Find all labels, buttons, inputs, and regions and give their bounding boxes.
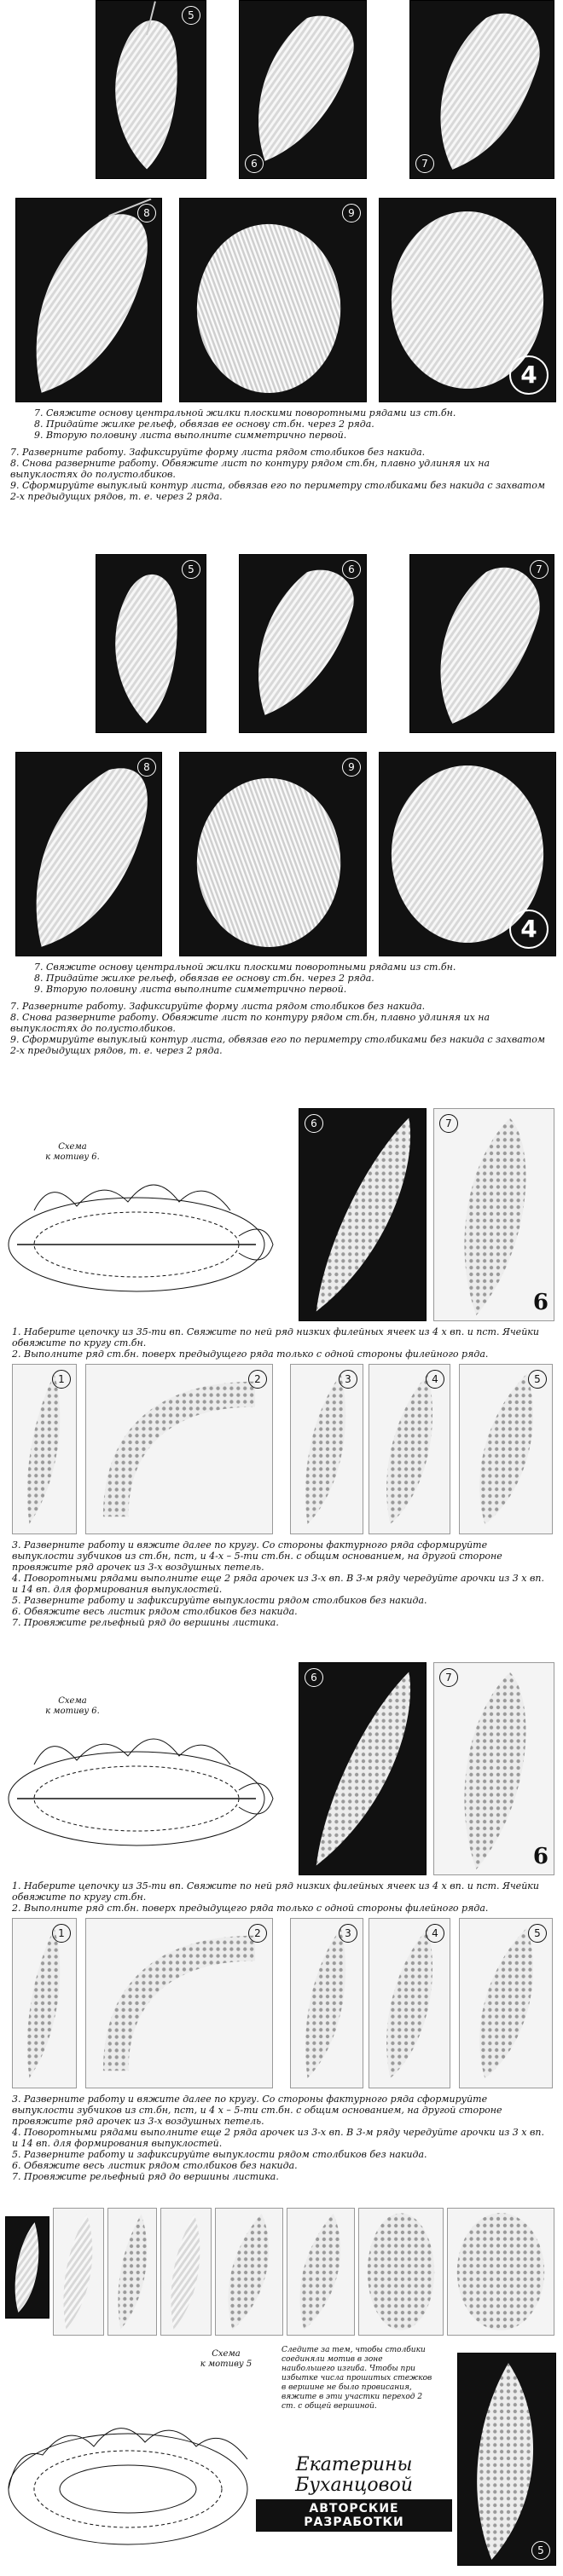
instruction-line: 5. Разверните работу и зафиксируйте выпуклости рядом столбиков без накида. bbox=[12, 2149, 427, 2160]
instructions-block bbox=[12, 2094, 549, 2182]
photo-step-1 bbox=[12, 1364, 77, 1534]
schema-label: Схема к мотиву 6. bbox=[45, 1142, 100, 1162]
photo-strip bbox=[160, 2208, 212, 2336]
instruction-line: 4. Поворотными рядами выполните еще 2 ряда арочек из 3-х вп. В 3-м ряду чередуйте арочки из 3 х вп. и 14 вп. для формирования выпуклостей. bbox=[12, 2127, 544, 2149]
photo-step-6 bbox=[299, 1662, 427, 1875]
photo-step-4 bbox=[369, 1364, 450, 1534]
instruction-line: 6. Обвяжите весь листик рядом столбиков без накида. bbox=[12, 2160, 298, 2171]
photo-finished-leaf bbox=[379, 198, 556, 402]
step-badge: 6 bbox=[305, 1668, 323, 1687]
photo-strip bbox=[215, 2208, 283, 2336]
step-badge: 5 bbox=[182, 560, 200, 579]
schema-label: Схема к мотиву 5 bbox=[200, 2349, 252, 2369]
photo-strip bbox=[358, 2208, 444, 2336]
step-badge: 3 bbox=[339, 1370, 357, 1389]
author-brand bbox=[256, 2455, 452, 2532]
instruction-line: 7. Разверните работу. Зафиксируйте форму листа рядом столбиков без накида. bbox=[10, 447, 426, 458]
step-badge: 9 bbox=[342, 758, 361, 777]
instructions-block bbox=[12, 1880, 549, 1914]
photo-step-8 bbox=[15, 752, 162, 956]
author-tagline: АВТОРСКИЕ РАЗРАБОТКИ bbox=[256, 2499, 452, 2532]
photo-strip bbox=[287, 2208, 355, 2336]
step-badge: 2 bbox=[248, 1370, 267, 1389]
photo-step-1 bbox=[12, 1918, 77, 2088]
step-badge: 6 bbox=[305, 1114, 323, 1133]
motif-number-badge: 6 bbox=[532, 1844, 548, 1869]
step-badge: 2 bbox=[248, 1924, 267, 1943]
step-badge: 4 bbox=[426, 1370, 444, 1389]
photo-step-7 bbox=[409, 554, 554, 733]
photo-step-5 bbox=[96, 0, 206, 179]
photo-step-4 bbox=[369, 1918, 450, 2088]
photo-step-6 bbox=[299, 1108, 427, 1321]
instruction-line: 7. Свяжите основу центральной жилки плоскими поворотными рядами из ст.бн. bbox=[34, 407, 456, 419]
step-badge: 8 bbox=[137, 204, 156, 222]
photo-step-2-3 bbox=[85, 1918, 273, 2088]
photo-finished-leaf bbox=[457, 2353, 556, 2566]
instruction-line: 2. Выполните ряд ст.бн. поверх предыдущего ряда только с одной стороны филейного ряда. bbox=[12, 1349, 489, 1360]
photo-strip bbox=[5, 2216, 49, 2319]
instruction-line: 1. Наберите цепочку из 35-ти вп. Свяжите по ней ряд низких филейных ячеек из 4 х вп. и пст. Ячейки обвяжите по кругу ст.бн. bbox=[12, 1880, 539, 1903]
photo-step-8 bbox=[15, 198, 162, 402]
instruction-line: 5. Разверните работу и зафиксируйте выпуклости рядом столбиков без накида. bbox=[12, 1595, 427, 1606]
photo-step-6 bbox=[239, 554, 367, 733]
step-badge: 7 bbox=[415, 154, 434, 173]
step-badge: 5 bbox=[182, 6, 200, 25]
instruction-line: 7. Разверните работу. Зафиксируйте форму листа рядом столбиков без накида. bbox=[10, 1001, 426, 1012]
instructions-block bbox=[10, 447, 548, 502]
photo-finished-leaf bbox=[379, 752, 556, 956]
instructions-block bbox=[12, 1326, 549, 1360]
author-signature: Екатерины Буханцовой bbox=[295, 2454, 413, 2496]
instruction-line: 3. Разверните работу и вяжите далее по кругу. Со стороны фактурного ряда сформируйте выпуклости зубчиков из ст.бн, пст, и 4 х – 5-ти ст.бн. с общим основанием, на другой стороне провяжите ряд арочек из 3-х воздушных петель. bbox=[12, 2094, 502, 2127]
instruction-line: 1. Наберите цепочку из 35-ти вп. Свяжите по ней ряд низких филейных ячеек из 4 х вп. и пст. Ячейки обвяжите по кругу ст.бн. bbox=[12, 1326, 539, 1349]
step-badge: 8 bbox=[137, 758, 156, 777]
step-badge: 7 bbox=[530, 560, 548, 579]
instruction-line: 7. Провяжите рельефный ряд до вершины листика. bbox=[12, 1617, 279, 1628]
step-badge: 6 bbox=[245, 154, 264, 173]
instructions-block bbox=[10, 1001, 548, 1056]
step-badge: 5 bbox=[528, 1924, 547, 1943]
instructions-block bbox=[34, 962, 546, 995]
photo-step-5 bbox=[459, 1918, 553, 2088]
instructions-block bbox=[34, 407, 546, 441]
crochet-schema-diagram bbox=[0, 1671, 290, 1867]
crochet-schema-diagram bbox=[0, 2344, 273, 2557]
photo-step-6 bbox=[239, 0, 367, 179]
photo-strip bbox=[107, 2208, 157, 2336]
photo-step-7 bbox=[433, 1662, 554, 1875]
instruction-line: 7. Провяжите рельефный ряд до вершины листика. bbox=[12, 2171, 279, 2182]
photo-step-3 bbox=[290, 1918, 363, 2088]
instruction-line: 9. Сформируйте выпуклый контур листа, обвязав его по периметру столбиками без накида с захватом 2-х предыдущих рядов, т. е. через 2 ряда. bbox=[10, 1034, 545, 1056]
step-badge: 1 bbox=[52, 1370, 71, 1389]
step-badge: 7 bbox=[439, 1668, 458, 1687]
instruction-line: 9. Вторую половину листа выполните симметрично первой. bbox=[34, 984, 347, 995]
motif-number-badge: 6 bbox=[532, 1290, 548, 1315]
instruction-line: 8. Снова разверните работу. Обвяжите лист по контуру рядом ст.бн, плавно удлиняя их на выпуклостях до полустолбиков. bbox=[10, 458, 490, 480]
photo-strip bbox=[447, 2208, 554, 2336]
instruction-line: 9. Сформируйте выпуклый контур листа, обвязав его по периметру столбиками без накида с захватом 2-х предыдущих рядов, т. е. через 2 ряда. bbox=[10, 480, 545, 502]
photo-step-9 bbox=[179, 752, 367, 956]
instruction-line: 6. Обвяжите весь листик рядом столбиков без накида. bbox=[12, 1606, 298, 1617]
photo-strip bbox=[53, 2208, 104, 2336]
photo-step-9 bbox=[179, 198, 367, 402]
photo-step-5 bbox=[96, 554, 206, 733]
motif-number-badge: 4 bbox=[509, 355, 548, 395]
instruction-line: 4. Поворотными рядами выполните еще 2 ряда арочек из 3-х вп. В 3-м ряду чередуйте арочки из 3 х вп. и 14 вп. для формирования выпуклостей. bbox=[12, 1573, 544, 1595]
step-badge: 6 bbox=[342, 560, 361, 579]
photo-step-7 bbox=[409, 0, 554, 179]
side-note: Следите за тем, чтобы столбики соединяли мотив в зоне наибольшего изгиба. Чтобы при избытке числа прошитых стежков в вершине не было провисания, вяжите в эти участки переход 2 ст. с общей вершиной. bbox=[282, 2346, 432, 2411]
photo-step-3 bbox=[290, 1364, 363, 1534]
step-badge: 7 bbox=[439, 1114, 458, 1133]
photo-step-7 bbox=[433, 1108, 554, 1321]
instruction-line: 7. Свяжите основу центральной жилки плоскими поворотными рядами из ст.бн. bbox=[34, 962, 456, 973]
step-badge: 1 bbox=[52, 1924, 71, 1943]
step-badge: 9 bbox=[342, 204, 361, 222]
photo-step-5 bbox=[459, 1364, 553, 1534]
photo-step-2-3 bbox=[85, 1364, 273, 1534]
instruction-line: 8. Придайте жилке рельеф, обвязав ее основу ст.бн. через 2 ряда. bbox=[34, 419, 374, 430]
instruction-line: 9. Вторую половину листа выполните симметрично первой. bbox=[34, 430, 347, 441]
instruction-line: 8. Придайте жилке рельеф, обвязав ее основу ст.бн. через 2 ряда. bbox=[34, 973, 374, 984]
instruction-line: 8. Снова разверните работу. Обвяжите лист по контуру рядом ст.бн, плавно удлиняя их на выпуклостях до полустолбиков. bbox=[10, 1012, 490, 1034]
schema-label: Схема к мотиву 6. bbox=[45, 1696, 100, 1716]
step-badge: 5 bbox=[528, 1370, 547, 1389]
step-badge: 3 bbox=[339, 1924, 357, 1943]
instructions-block bbox=[12, 1539, 549, 1628]
instruction-line: 3. Разверните работу и вяжите далее по кругу. Со стороны фактурного ряда сформируйте выпуклости зубчиков из ст.бн, пст, и 4-х – 5-ти ст.бн. с общим основанием, на другой стороне провяжите ряд арочек из 3-х воздушных петель. bbox=[12, 1539, 502, 1573]
motif-number-badge: 5 bbox=[531, 2541, 550, 2560]
instruction-line: 2. Выполните ряд ст.бн. поверх предыдущего ряда только с одной стороны филейного ряда. bbox=[12, 1903, 489, 1914]
motif-number-badge: 4 bbox=[509, 910, 548, 949]
step-badge: 4 bbox=[426, 1924, 444, 1943]
crochet-schema-diagram bbox=[0, 1117, 290, 1313]
